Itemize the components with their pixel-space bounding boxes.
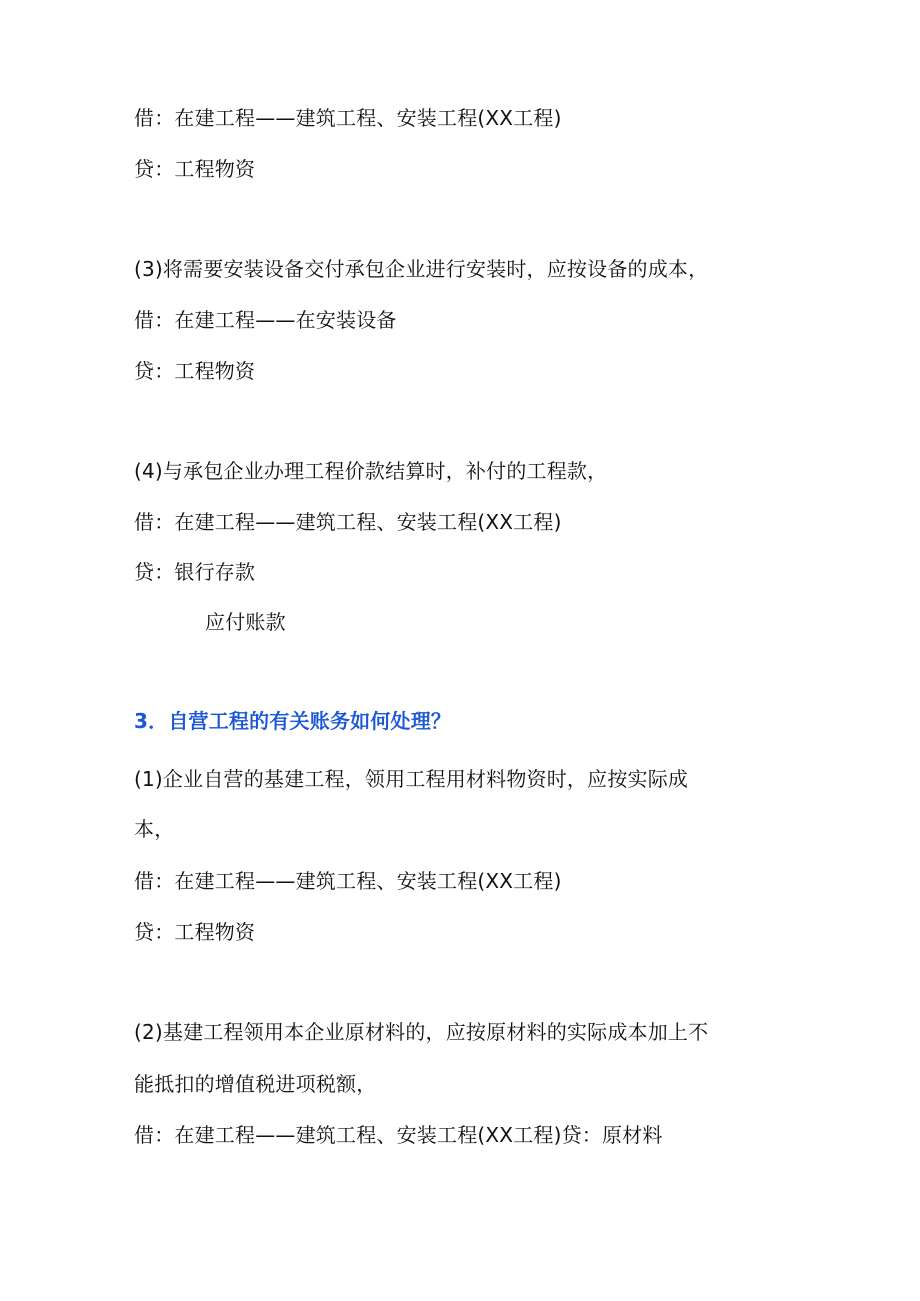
credit-bank-deposit: 贷：银行存款	[134, 560, 256, 584]
item-2-raw-materials: (2)基建工程领用本企业原材料的，应按原材料的实际成本加上不	[134, 1020, 709, 1044]
debit-construction-install: 借：在建工程——建筑工程、安装工程(XX工程)	[134, 869, 562, 893]
item-4-settlement: (4)与承包企业办理工程价款结算时，补付的工程款，	[134, 459, 608, 483]
debit-equipment-install: 借：在建工程——在安装设备	[134, 308, 397, 332]
debit-construction-install: 借：在建工程——建筑工程、安装工程(XX工程)	[134, 510, 562, 534]
credit-accounts-payable: 应付账款	[205, 610, 286, 634]
item-3-equipment-handover: (3)将需要安装设备交付承包企业进行安装时，应按设备的成本，	[134, 257, 709, 281]
credit-project-materials: 贷：工程物资	[134, 157, 256, 181]
item-1-continuation: 本，	[134, 817, 175, 841]
debit-credit-raw-materials: 借：在建工程——建筑工程、安装工程(XX工程)贷：原材料	[134, 1123, 663, 1147]
debit-construction-install: 借：在建工程——建筑工程、安装工程(XX工程)	[134, 106, 562, 130]
section-3-heading: 3．自营工程的有关账务如何处理？	[134, 709, 452, 733]
credit-project-materials: 贷：工程物资	[134, 920, 256, 944]
item-1-self-operated: (1)企业自营的基建工程，领用工程用材料物资时，应按实际成	[134, 767, 689, 791]
item-2-continuation: 能抵扣的增值税进项税额，	[134, 1072, 377, 1096]
credit-project-materials: 贷：工程物资	[134, 359, 256, 383]
